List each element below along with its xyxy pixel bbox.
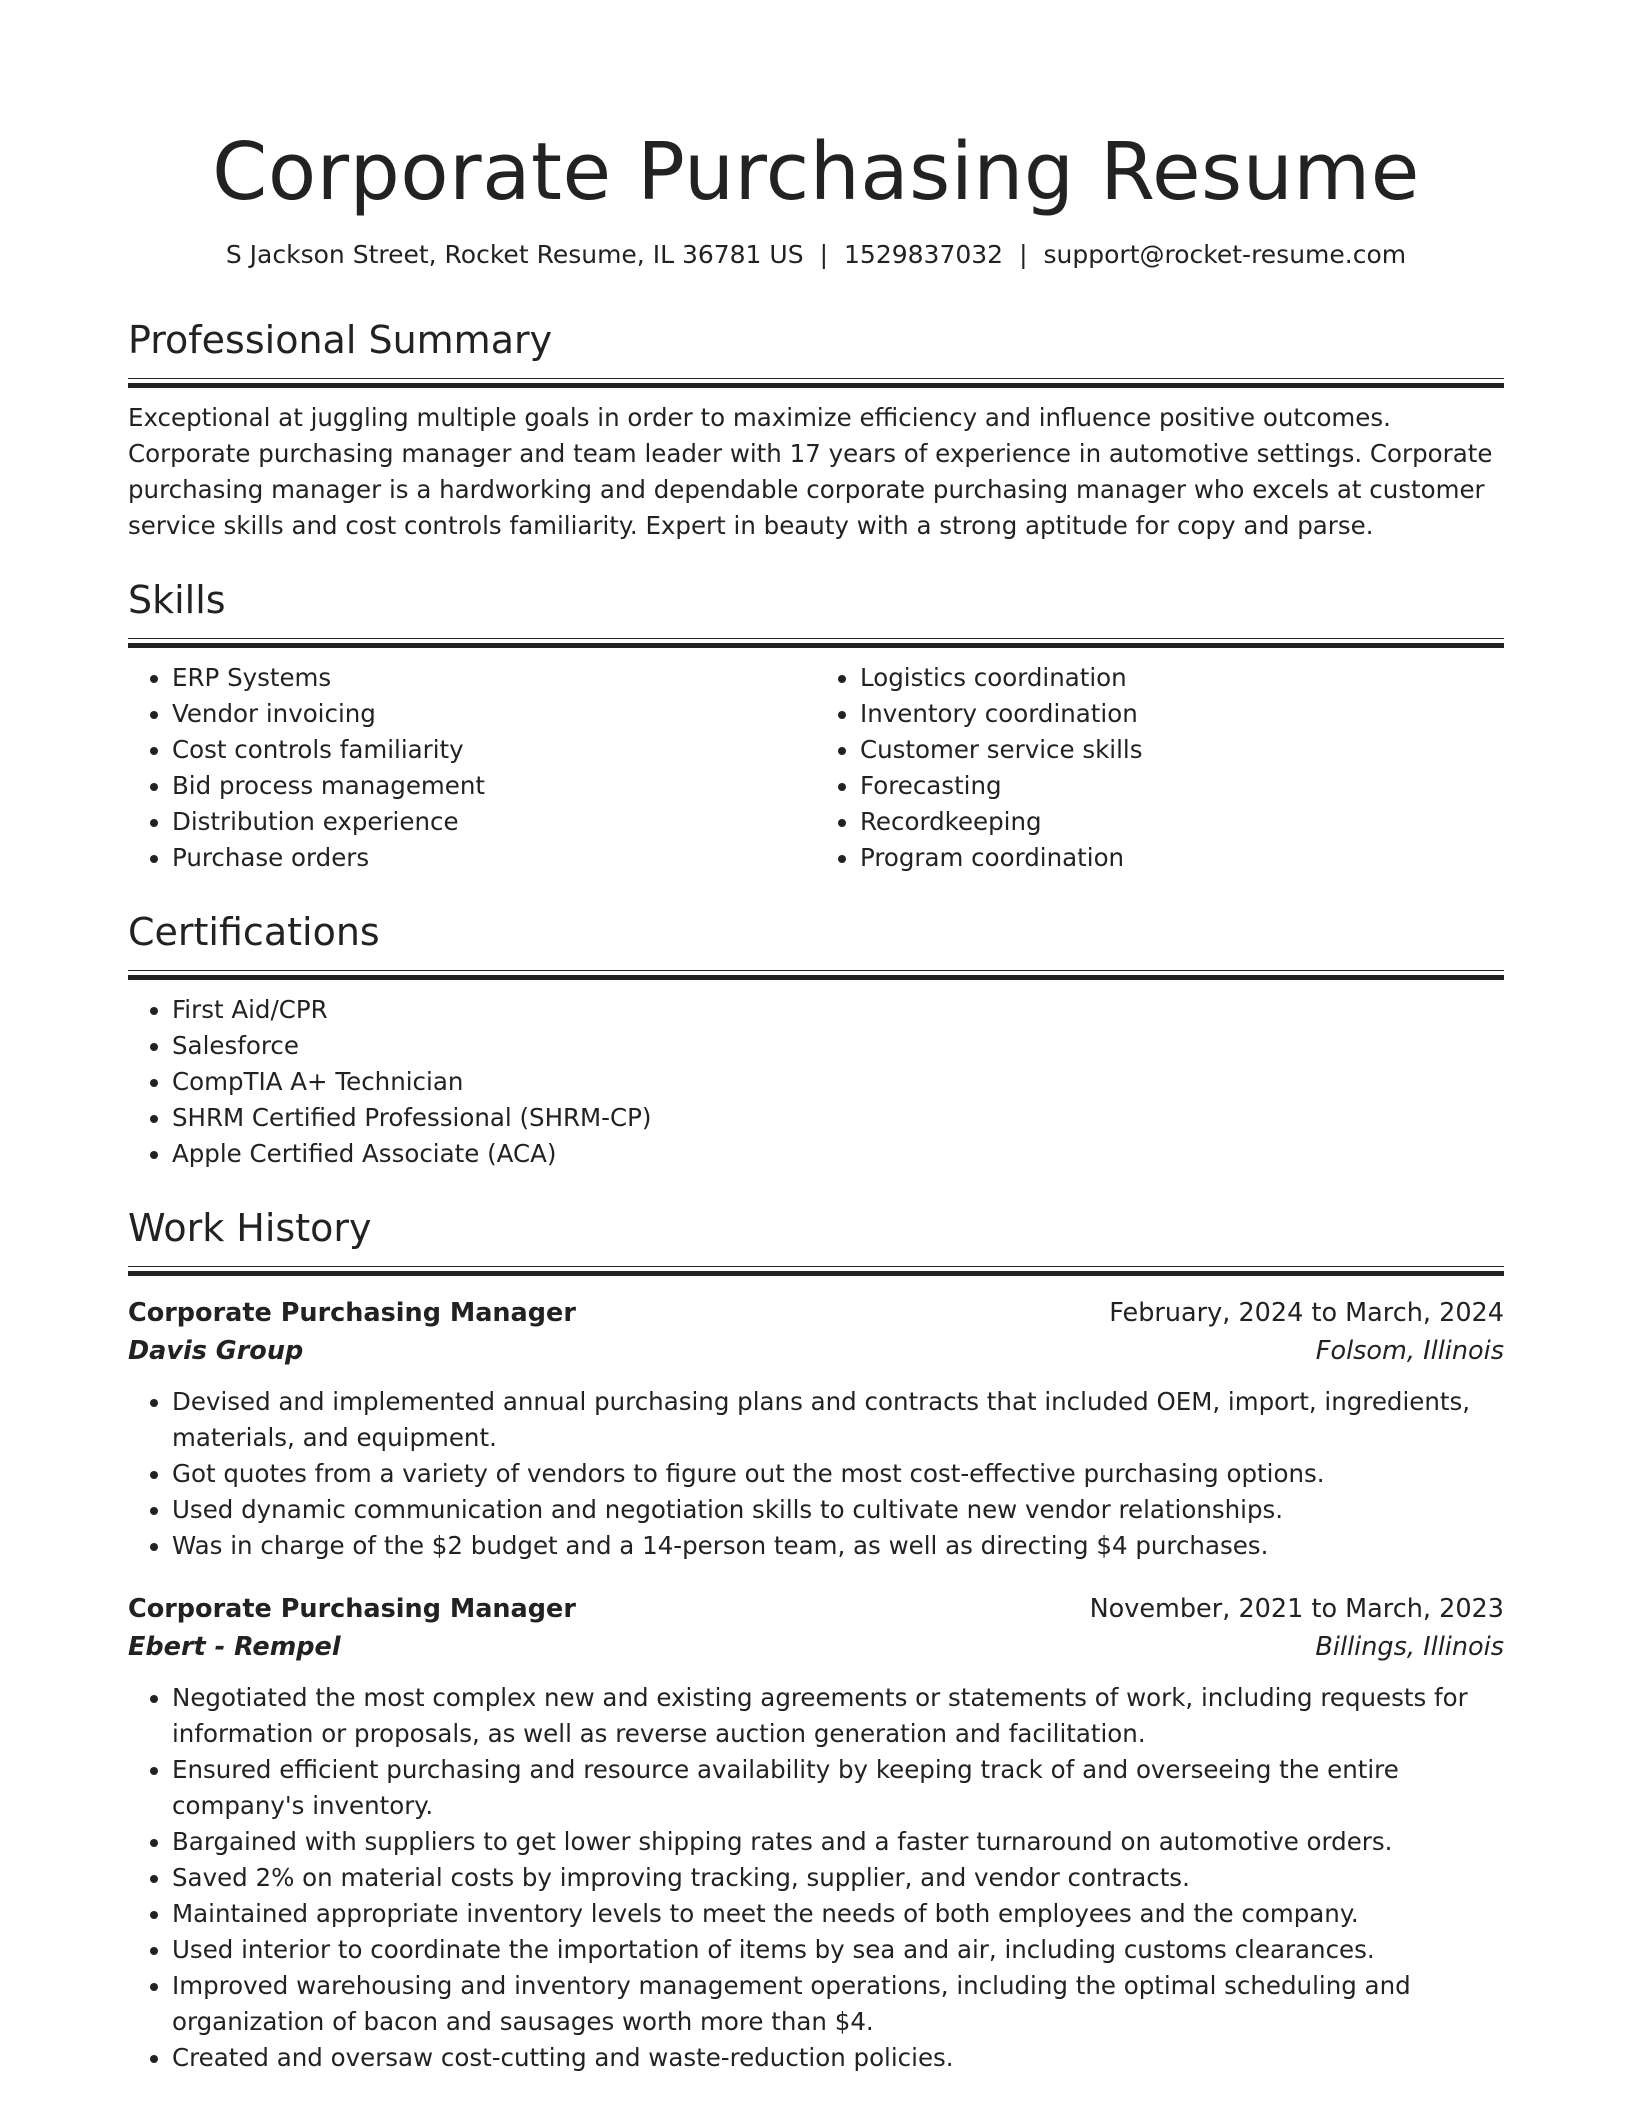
skill-item: • Logistics coordination xyxy=(860,660,1504,696)
skills-list-right xyxy=(816,660,1504,876)
summary-text: Exceptional at juggling multiple goals in order to maximize efficiency and influence positive outcomes. Corporate purchasing manager and team leader with 17 years of experience in automotive settings. Corporate purchasing manager is a hardworking and dependable corporate purchasing manager who excels at customer service skills and cost controls familiarity. Expert in beauty with a strong aptitude for copy and parse. xyxy=(128,403,1493,540)
job-bullets xyxy=(128,1680,1504,2076)
skill-item: • Inventory coordination xyxy=(860,696,1504,732)
job-bullet: • Ensured efficient purchasing and resource availability by keeping track of and overseeing the entire company's inventory. xyxy=(172,1752,1504,1824)
job-entry xyxy=(128,1590,1504,2076)
job-title: Corporate Purchasing Manager xyxy=(128,1298,576,1328)
job-bullet: • Saved 2% on material costs by improving tracking, supplier, and vendor contracts. xyxy=(172,1860,1504,1896)
job-dates: February, 2024 to March, 2024 xyxy=(1109,1298,1504,1328)
email-link[interactable]: support@rocket-resume.com xyxy=(1043,240,1407,269)
job-subheader xyxy=(128,1628,1504,1666)
skill-item: • Vendor invoicing xyxy=(172,696,816,732)
job-bullet: • Improved warehousing and inventory management operations, including the optimal scheduling and organization of bacon and sausages worth more than $4. xyxy=(172,1968,1504,2040)
contact-line xyxy=(128,238,1504,272)
separator: | xyxy=(819,240,829,269)
summary-section xyxy=(128,316,1504,544)
job-dates: November, 2021 to March, 2023 xyxy=(1089,1594,1504,1624)
company-name: Davis Group xyxy=(128,1336,304,1366)
skill-item: • Program coordination xyxy=(860,840,1504,876)
job-bullet: • Negotiated the most complex new and existing agreements or statements of work, including requests for information or proposals, as well as reverse auction generation and facilitation. xyxy=(172,1680,1504,1752)
skill-item: • Recordkeeping xyxy=(860,804,1504,840)
skills-columns xyxy=(128,660,1504,876)
company-name: Ebert - Rempel xyxy=(128,1632,341,1662)
job-header xyxy=(128,1294,1504,1332)
job-bullet: • Was in charge of the $2 budget and a 14-person team, as well as directing $4 purchases. xyxy=(172,1528,1504,1564)
section-title: Work History xyxy=(128,1206,372,1250)
job-header xyxy=(128,1590,1504,1628)
skills-list-left xyxy=(128,660,816,876)
job-location: Billings, Illinois xyxy=(1315,1632,1504,1662)
skill-item: • Cost controls familiarity xyxy=(172,732,816,768)
job-bullet: • Bargained with suppliers to get lower shipping rates and a faster turnaround on automotive orders. xyxy=(172,1824,1504,1860)
job-bullet: • Used dynamic communication and negotiation skills to cultivate new vendor relationships. xyxy=(172,1492,1504,1528)
section-title: Professional Summary xyxy=(128,318,553,362)
skill-item: • Customer service skills xyxy=(860,732,1504,768)
job-bullets xyxy=(128,1384,1504,1564)
skill-item: • Forecasting xyxy=(860,768,1504,804)
section-divider xyxy=(128,1266,1504,1276)
separator: | xyxy=(1019,240,1028,269)
section-divider xyxy=(128,378,1504,388)
skill-item: • Purchase orders xyxy=(172,840,816,876)
certifications-section xyxy=(128,908,1504,1172)
certification-item: • CompTIA A+ Technician xyxy=(172,1064,1504,1100)
skills-section xyxy=(128,576,1504,876)
certification-item: • Salesforce xyxy=(172,1028,1504,1064)
section-divider xyxy=(128,638,1504,648)
resume-title: Corporate Purchasing Resume xyxy=(212,126,1420,218)
certification-item: • Apple Certified Associate (ACA) xyxy=(172,1136,1504,1172)
skill-item: • Bid process management xyxy=(172,768,816,804)
job-subheader xyxy=(128,1332,1504,1370)
certifications-list xyxy=(128,992,1504,1172)
section-title: Skills xyxy=(128,578,226,622)
job-bullet: • Created and oversaw cost-cutting and waste-reduction policies. xyxy=(172,2040,1504,2076)
job-entry xyxy=(128,1294,1504,1564)
job-location: Folsom, Illinois xyxy=(1315,1336,1504,1366)
job-bullet: • Used interior to coordinate the importation of items by sea and air, including customs clearances. xyxy=(172,1932,1504,1968)
job-bullet: • Devised and implemented annual purchasing plans and contracts that included OEM, import, ingredients, materials, and equipment. xyxy=(172,1384,1504,1456)
job-bullet: • Maintained appropriate inventory levels to meet the needs of both employees and the company. xyxy=(172,1896,1504,1932)
work-section xyxy=(128,1204,1504,2076)
certification-item: • First Aid/CPR xyxy=(172,992,1504,1028)
work-history-list xyxy=(128,1294,1504,2076)
section-divider xyxy=(128,970,1504,980)
skill-item: • Distribution experience xyxy=(172,804,816,840)
job-bullet: • Got quotes from a variety of vendors to figure out the most cost-effective purchasing options. xyxy=(172,1456,1504,1492)
certification-item: • SHRM Certified Professional (SHRM-CP) xyxy=(172,1100,1504,1136)
address: S Jackson Street, Rocket Resume, IL 36781 US xyxy=(225,240,804,269)
skill-item: • ERP Systems xyxy=(172,660,816,696)
phone: 1529837032 xyxy=(844,240,1004,269)
job-title: Corporate Purchasing Manager xyxy=(128,1594,576,1624)
section-title: Certifications xyxy=(128,910,380,954)
